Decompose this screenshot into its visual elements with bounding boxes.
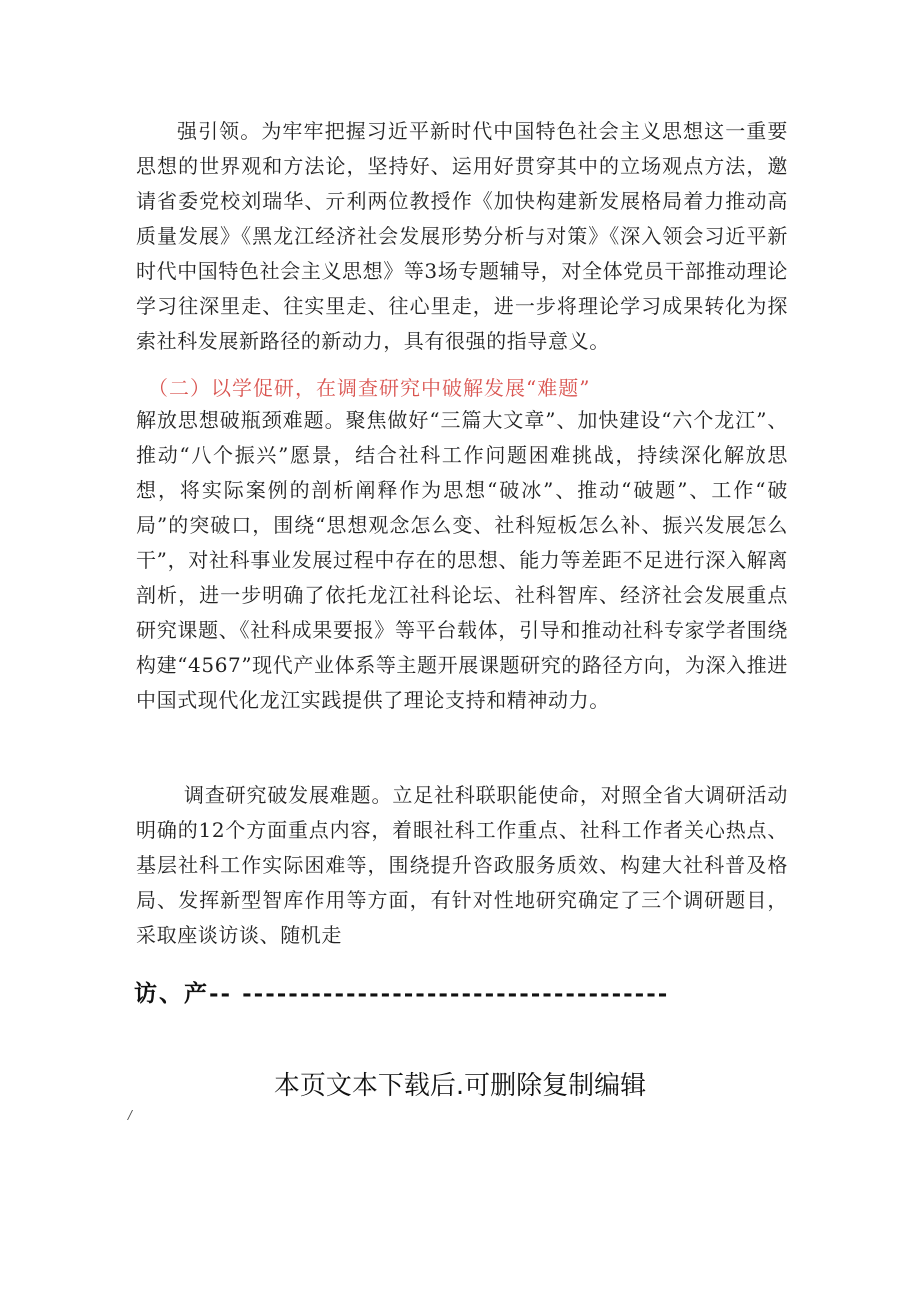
stray-mark: / (128, 1108, 133, 1122)
section-heading: （二）以学促研，在调查研究中破解发展“难题” (148, 376, 591, 400)
download-notice: 本页文本下载后.可删除复制编辑 (273, 1071, 647, 1101)
paragraph-investigation-research: 调查研究破发展难题。立足社科联职能使命，对照全省大调研活动明确的12个方面重点内容，着眼社科工作重点、社科工作者关心热点、基层社科工作实际困难等，围绕提升咨政服务质效、构建大社科普及格局、发挥新型智库作用等方面，有针对性地研究确定了三个调研题目，采取座谈访谈、随机走 (136, 783, 788, 947)
truncated-text-fragment: 访、产-- ------------------------------------- (134, 980, 670, 1007)
paragraph-liberate-thinking: 解放思想破瓶颈难题。聚焦做好“三篇大文章”、加快建设“六个龙江”、推动“八个振兴”愿景，结合社科工作问题困难挑战，持续深化解放思想，将实际案例的剖析阐释作为思想“破冰”、推动“破题”、工作“破局”的突破口，围绕“思想观念怎么变、社科短板怎么补、振兴发展怎么干”，对社科事业发展过程中存在的思想、能力等差距不足进行深入解离剖析，进一步明确了依托龙江社科论坛、社科智库、经济社会发展重点研究课题、《社科成果要报》等平台载体，引导和推动社科专家学者围绕构建“4567”现代产业体系等主题开展课题研究的路径方向，为深入推进中国式现代化龙江实践提供了理论支持和精神动力。 (136, 408, 788, 712)
paragraph-theory-guidance: 强引领。为牢牢把握习近平新时代中国特色社会主义思想这一重要思想的世界观和方法论，坚持好、运用好贯穿其中的立场观点方法，邀请省委党校刘瑞华、亓利两位教授作《加快构建新发展格局着力推动高质量发展》《黑龙江经济社会发展形势分析与对策》《深入领会习近平新时代中国特色社会主义思想》等3场专题辅导，对全体党员干部推动理论学习往深里走、往实里走、往心里走，进一步将理论学习成果转化为探索社科发展新路径的新动力，具有很强的指导意义。 (136, 119, 788, 353)
